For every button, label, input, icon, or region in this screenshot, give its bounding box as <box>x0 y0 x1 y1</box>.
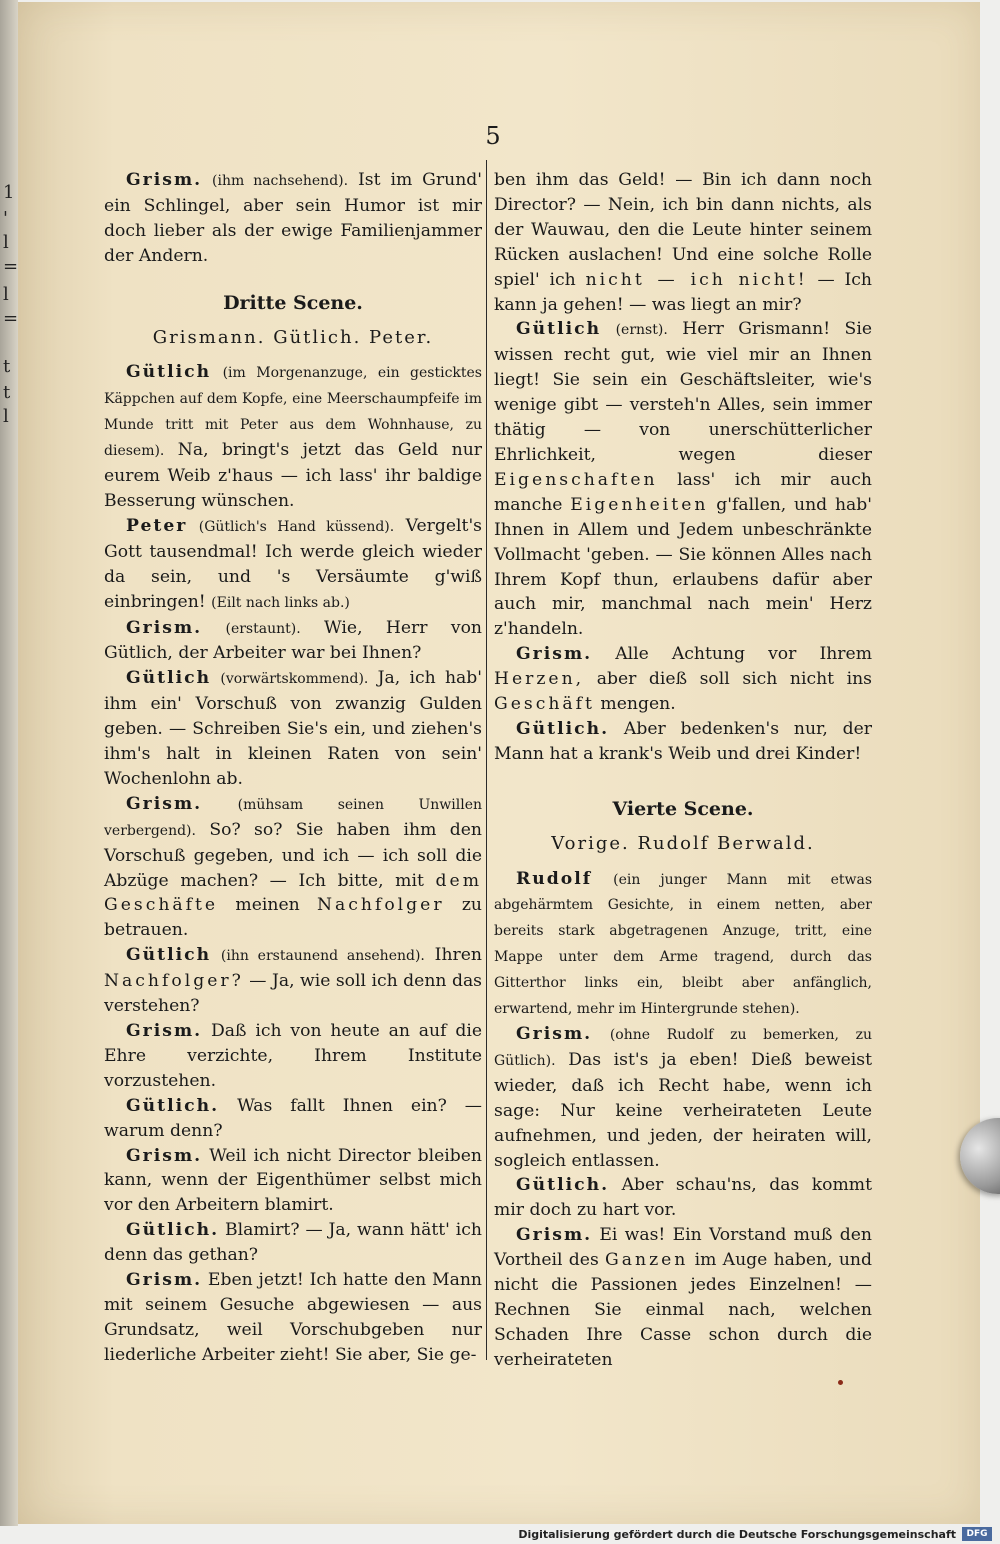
speaker-name: Gütlich <box>126 668 212 689</box>
dialogue-paragraph <box>104 666 482 792</box>
ink-spot <box>838 1380 843 1385</box>
emphasized-text: nicht — ich nicht! <box>585 269 808 290</box>
dialogue-paragraph <box>104 360 482 513</box>
edge-mark: = <box>3 256 19 277</box>
speaker-name: Gütlich. <box>126 1095 220 1116</box>
dialogue-text: So? so? Sie haben ihm den Vorschuß gegeben, und ich — ich soll die Abzüge machen? — Ich bitte, mit <box>104 819 482 891</box>
stage-direction: (ihm nachsehend). <box>212 173 349 189</box>
edge-mark: t <box>3 356 11 377</box>
speaker-name: Gütlich. <box>516 718 610 739</box>
dialogue-paragraph <box>494 642 872 717</box>
emphasized-text: Nachfolger <box>316 895 445 916</box>
speaker-name: Grism. <box>126 170 203 190</box>
dialogue-text: meinen <box>235 895 300 916</box>
dialogue-text: — Ich kann ja gehen! — was liegt an mir? <box>494 269 872 315</box>
emphasized-text: Herzen, <box>494 669 585 690</box>
stage-direction: (Eilt nach links ab.) <box>211 594 350 611</box>
scene-cast: Vorige. Rudolf Berwald. <box>551 832 815 854</box>
dialogue-paragraph <box>494 717 872 767</box>
dialogue-paragraph <box>104 1094 482 1144</box>
emphasized-text: Nachfolger? <box>104 971 244 992</box>
dialogue-text: Ihren <box>434 945 482 966</box>
emphasized-text: Ganzen <box>605 1250 689 1271</box>
stage-direction: (vorwärtskommend). <box>220 671 369 688</box>
dialogue-text: Aber bedenken's nur, der Mann hat a krank's Weib und drei Kinder! <box>494 718 872 764</box>
dialogue-paragraph <box>104 1218 482 1268</box>
stage-direction: (erstaunt). <box>225 620 301 637</box>
dialogue-paragraph <box>104 1019 482 1094</box>
dialogue-text: im Auge haben, und nicht die Passionen jedes Einzelnen! — Rechnen Sie einmal nach, welchen Schaden Ihre Casse schon durch die verheirateten <box>494 1250 872 1370</box>
dfg-logo-icon: DFG <box>962 1527 992 1541</box>
dialogue-text: zu betrauen. <box>104 895 482 941</box>
emphasized-text: Geschäft <box>494 694 595 715</box>
left-text-column <box>104 168 482 1368</box>
dialogue-paragraph <box>104 943 482 1019</box>
edge-mark: l <box>3 232 9 253</box>
stage-direction: (ernst). <box>615 322 668 339</box>
dialogue-paragraph <box>494 168 872 317</box>
dialogue-text: Was fallt Ihnen ein? — warum denn? <box>104 1095 482 1141</box>
scene-cast: Grismann. Gütlich. Peter. <box>152 326 434 348</box>
emphasized-text: Eigenheiten <box>570 494 709 515</box>
edge-mark: ' <box>3 208 8 229</box>
speaker-name: Grism. <box>126 793 203 814</box>
speaker-name: Gütlich <box>126 362 212 383</box>
speaker-name: Grism. <box>126 1145 203 1166</box>
dialogue-text: Das ist's ja eben! Dieß beweist wieder, daß ich Recht habe, wenn ich sage: Nur keine verheirateten Leute aufnehmen, und jeden, der heiraten will, sogleich entlassen. <box>494 1049 872 1171</box>
dialogue-text: Aber schau'ns, das kommt mir doch zu hart vor. <box>494 1175 872 1221</box>
dialogue-text: Weil ich nicht Director bleiben kann, wenn der Eigenthümer selbst mich vor den Arbeitern blamirt. <box>104 1145 482 1216</box>
speaker-name: Grism. <box>516 1225 593 1246</box>
speaker-name: Gütlich. <box>126 1220 220 1241</box>
dialogue-paragraph <box>494 867 872 1022</box>
emphasized-text: dem Geschäfte <box>104 870 482 916</box>
dialogue-paragraph <box>494 1223 872 1372</box>
dialogue-paragraph <box>104 616 482 667</box>
dialogue-text: aber dieß soll sich nicht ins <box>596 669 872 690</box>
dialogue-text: Ei was! Ein Vorstand muß den Vortheil des <box>494 1225 872 1271</box>
dialogue-text: Daß ich von heute an auf die Ehre verzichte, Ihrem Institute vorzustehen. <box>104 1021 482 1091</box>
speaker-name: Grism. <box>126 1270 203 1291</box>
dialogue-text: Ist im Grund' ein Schlingel, aber sein Humor ist mir doch lieber als der ewige Familienjammer der Andern. <box>104 170 482 266</box>
edge-mark: l <box>3 406 9 427</box>
dialogue-text: Herr Grismann! Sie wissen recht gut, wie viel mir an Ihnen liegt! Sie sein ein Geschäftsleiter, wie's wenige gibt — versteh'n Alles, sein immer thätig — von unerschütterlicher Ehrlichkeit, wegen dieser <box>494 319 873 465</box>
dialogue-text: Blamirt? — Ja, wann hätt' ich denn das gethan? <box>104 1220 482 1266</box>
funding-credit: Digitalisierung gefördert durch die Deutsche Forschungsgemeinschaft <box>518 1528 956 1541</box>
stage-direction: (ohne Rudolf zu bemerken, zu Gütlich). <box>494 1027 873 1069</box>
dialogue-paragraph <box>104 1144 482 1219</box>
speaker-name: Grism. <box>516 644 593 665</box>
stage-direction: (mühsam seinen Unwillen verbergend). <box>104 796 482 839</box>
column-divider <box>486 160 487 1360</box>
dialogue-text: ben ihm das Geld! — Bin ich dann noch Director? — Nein, ich bin dann nichts, als der Wauwau, den die Leute hinter seinem Rücken auslachen! Und eine solche Rolle spiel' ich <box>494 170 872 290</box>
speaker-name: Peter <box>126 515 188 536</box>
stage-direction: (ein junger Mann mit etwas abgehärmtem Gesichte, in einem netten, aber bereits stark abgetragenen Anzuge, tritt, eine Mappe unter dem Arme tragend, durch das Gitterthor links ein, bleibt aber anfänglich, erwartend, mehr im Hintergrunde stehen). <box>494 871 873 1018</box>
speaker-name: Grism. <box>516 1024 593 1044</box>
dialogue-paragraph <box>104 1268 482 1368</box>
stage-direction: (Gütlich's Hand küssend). <box>198 518 395 535</box>
dialogue-text: Ja, ich hab' ihm ein' Vorschuß von zwanzig Gulden geben. — Schreiben Sie's ein, und ziehen's ihm's halt in kleinen Raten von sein' Wochenlohn ab. <box>104 668 482 789</box>
dialogue-text: Vergelt's Gott tausendmal! Ich werde gleich wieder da sein, und 's Versäumte g'wiß einbringen! <box>104 515 482 612</box>
dialogue-paragraph <box>104 168 482 269</box>
dialogue-text: g'fallen, und hab' Ihnen in Allem und Jedem unbeschränkte Vollmacht 'geben. — Sie können Alles nach Ihrem Kopf thun, erlaubens dafür aber auch mir, manchmal nach mein' Herz z'handeln. <box>494 494 872 640</box>
speaker-name: Gütlich <box>126 945 212 966</box>
dialogue-paragraph <box>494 1022 872 1173</box>
page-number: 5 <box>485 122 501 150</box>
emphasized-text: Eigenschaften <box>494 469 658 490</box>
speaker-name: Gütlich <box>516 319 602 340</box>
speaker-name: Gütlich. <box>516 1175 610 1196</box>
stage-direction: (im Morgenanzuge, ein gesticktes Käppchen auf dem Kopfe, eine Meerschaumpfeife im Munde tritt mit Peter aus dem Wohnhause, zu diesem). <box>104 365 482 460</box>
dialogue-paragraph <box>494 1173 872 1223</box>
stage-direction: (ihn erstaunend ansehend). <box>220 948 425 965</box>
dialogue-text: Wie, Herr von Gütlich, der Arbeiter war bei Ihnen? <box>104 617 482 664</box>
dialogue-paragraph <box>104 792 482 943</box>
edge-mark: l <box>3 284 9 305</box>
dialogue-text: Alle Achtung vor Ihrem <box>615 644 872 665</box>
edge-mark: t <box>3 382 11 403</box>
dialogue-text: — Ja, wie soll ich denn das verstehen? <box>104 971 483 1017</box>
speaker-name: Rudolf <box>516 868 593 889</box>
adjacent-page-edge <box>0 0 18 1544</box>
dialogue-paragraph <box>104 514 482 616</box>
dialogue-text: mengen. <box>600 694 676 715</box>
speaker-name: Grism. <box>126 617 203 638</box>
dialogue-text: Eben jetzt! Ich hatte den Mann mit seinem Gesuche abgewiesen — aus Grundsatz, weil Vorschubgeben nur liederliche Arbeiter zieht! Sie aber, Sie ge- <box>104 1270 482 1365</box>
dialogue-text: Na, bringt's jetzt das Geld nur eurem Weib z'haus — ich lass' ihr baldige Besserung wünschen. <box>104 440 482 511</box>
dialogue-paragraph <box>494 317 872 642</box>
dialogue-text: lass' ich mir auch manche <box>494 469 872 515</box>
edge-mark: 1 <box>3 182 15 203</box>
scene-heading: Dritte Scene. <box>223 291 363 314</box>
right-text-column <box>494 168 872 1373</box>
scene-heading: Vierte Scene. <box>612 797 754 820</box>
speaker-name: Grism. <box>126 1021 203 1041</box>
edge-mark: = <box>3 308 19 329</box>
